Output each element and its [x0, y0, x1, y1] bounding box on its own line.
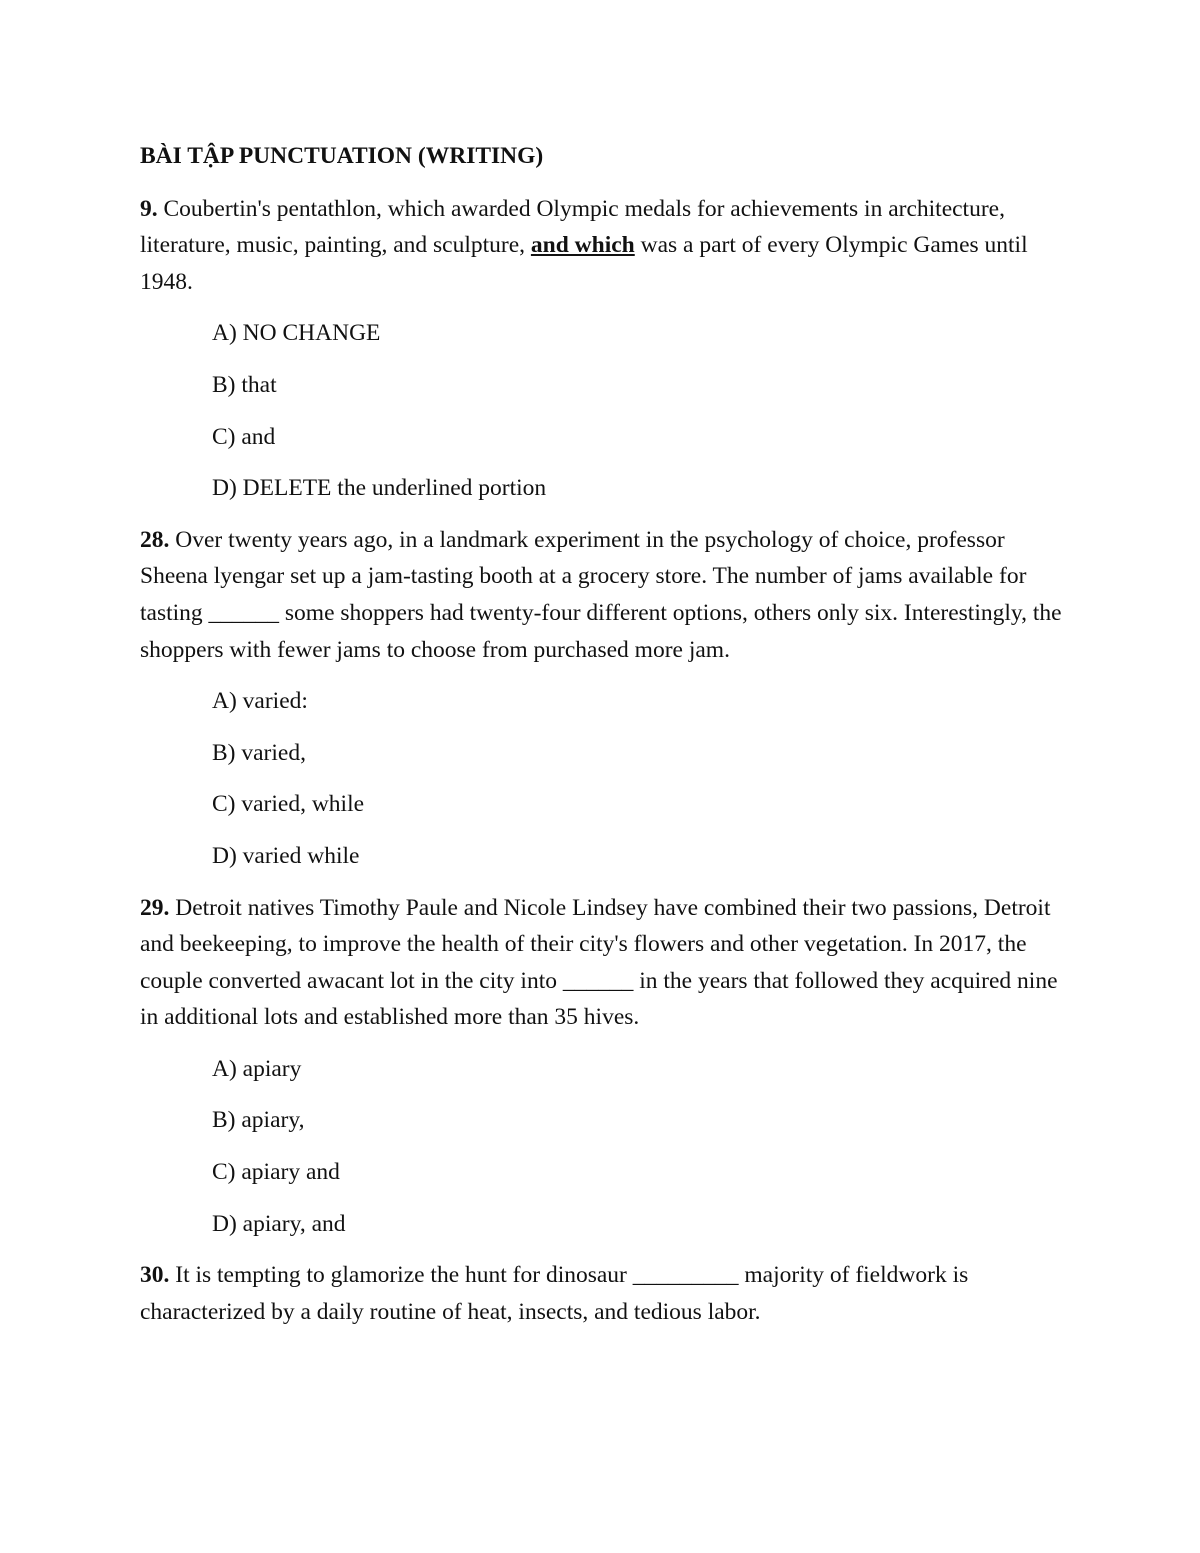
underlined-portion: and which	[530, 232, 635, 259]
question-text: Detroit natives Timothy Paule and Nicole Lindsey have combined their two passions, Detroit and beekeeping, to improve the health of their city's flowers and other vegetation. In 2017, the couple converted awacant lot in the city into ______ in the years that followed they acquired nine in additional lots and established more than 35 hives.	[140, 894, 1058, 1031]
answer-option-d: D) varied while	[212, 842, 360, 869]
question-29	[140, 890, 1065, 1036]
answer-option-a: A) NO CHANGE	[212, 320, 381, 347]
answer-option-b: B) varied,	[212, 739, 306, 766]
answer-options-29	[140, 1051, 1065, 1242]
answer-option-a: A) apiary	[212, 1055, 302, 1082]
question-number: 9.	[140, 195, 158, 222]
page-title: BÀI TẬP PUNCTUATION (WRITING)	[140, 143, 544, 169]
answer-option-c: C) apiary and	[212, 1159, 340, 1186]
question-text-before: Coubertin's pentathlon, which awarded Olympic medals for achievements in architecture, literature, music, painting, and sculpture,	[140, 195, 1005, 259]
question-9	[140, 191, 1065, 301]
answer-option-c: C) and	[212, 423, 276, 450]
question-28	[140, 522, 1065, 668]
answer-options-9	[140, 315, 1065, 506]
answer-option-d: D) DELETE the underlined portion	[212, 475, 547, 502]
question-30	[140, 1257, 1065, 1330]
question-number: 28.	[140, 526, 170, 553]
answer-option-d: D) apiary, and	[212, 1210, 346, 1237]
question-text: It is tempting to glamorize the hunt for dinosaur _________ majority of fieldwork is characterized by a daily routine of heat, insects, and tedious labor.	[140, 1262, 969, 1325]
question-number: 29.	[140, 894, 170, 921]
answer-option-c: C) varied, while	[212, 791, 365, 818]
answer-option-a: A) varied:	[212, 688, 308, 715]
worksheet-page	[140, 138, 1065, 1345]
question-text-after: was a part of every Olympic Games until 1948.	[140, 232, 1028, 295]
answer-options-28	[140, 683, 1065, 874]
question-text: Over twenty years ago, in a landmark experiment in the psychology of choice, professor Sheena lyengar set up a jam-tasting booth at a grocery store. The number of jams available for tasting ______ some shoppers had twenty-four different options, others only six. Interestingly, the shoppers with fewer jams to choose from purchased more jam.	[140, 526, 1062, 663]
question-number: 30.	[140, 1262, 170, 1289]
answer-option-b: B) that	[212, 371, 277, 398]
answer-option-b: B) apiary,	[212, 1107, 305, 1134]
